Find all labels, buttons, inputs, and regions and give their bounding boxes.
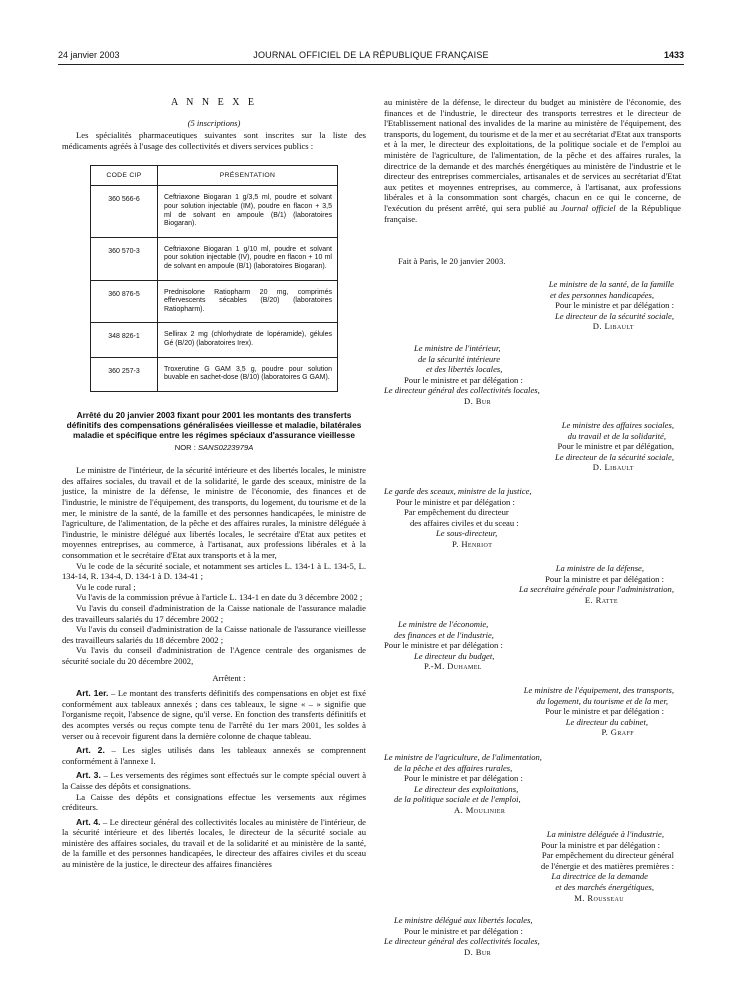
signature-line: Le directeur des exploitations,	[414, 783, 519, 794]
signature-line: La directrice de la demande	[551, 871, 648, 882]
visa-paragraph: Vu l'avis du conseil d'administration de l'Agence centrale des organismes de sécurité sociale du 20 décembre 2002,	[62, 645, 366, 666]
table-row	[91, 186, 338, 237]
signature-line: Le directeur du cabinet,	[565, 716, 648, 727]
continuation-text: au ministère de la défense, le directeur du budget au ministère de l'économie, des finances et de l'industrie, le directeur des transports terrestres et le directeur de l'Etablissement national des invalides de la marine au ministère de l'équipement, des transports, du logement, du tourisme et de la mer et au secrétariat d'Etat aux transports et à la mer, le directeur des exploitations, de la politique sociale et de l'emploi au ministère de l'agriculture, de l'alimentation, de la pêche et des affaires rurales, la directrice de la demande et des marchés énergétiques au ministère de l'industrie et le directeur des entreprises commerciales, artisanales et de services au secrétariat d'Etat aux petites et moyennes entreprises, au commerce, à l'artisanat, aux professions libérales et à la consommation sont chargés, chacun en ce qui le concerne, de l'exécution du présent arrêté, qui sera publié au	[384, 97, 681, 213]
arrete-title: Arrêté du 20 janvier 2003 fixant pour 2001 les montants des transferts définitifs des compensations généralisées vieillesse et maladie, bilatérales maladie et spécifique entre les régimes spéciaux d'assurance vieillesse	[66, 409, 362, 440]
visa-paragraph: Vu l'avis du conseil d'administration de la Caisse nationale de l'assurance maladie des travailleurs salariés du 17 décembre 2002 ;	[62, 603, 366, 624]
signature-line: La ministre de la défense,	[555, 563, 644, 573]
presentation-text: Sellirax 2 mg (chlorhydrate de lopéramide), gélules Gé (B/20) (laboratoires Irex).	[158, 323, 338, 357]
signature-line: de la politique sociale et de l'emploi,	[394, 794, 521, 805]
signature-block	[384, 343, 681, 407]
signature-line: et des personnes handicapées,	[549, 289, 654, 300]
column-header-code: CODE CIP	[91, 166, 158, 186]
signatory-name: P. Graff	[601, 727, 634, 738]
presentation-text: Prednisolone Ratiopharm 20 mg, comprimés effervescents sécables (B/20) (laboratoires Ratiopharm).	[158, 280, 338, 323]
signature-line: des finances et de l'industrie,	[394, 629, 494, 640]
article-label: Art. 1er.	[76, 688, 109, 699]
article-label: Art. 4.	[76, 816, 101, 827]
signature-block	[384, 685, 674, 738]
table-row	[91, 323, 338, 357]
signature-line: Le garde des sceaux, ministre de la justice,	[384, 486, 532, 496]
signature-line: Le ministre de l'économie,	[398, 619, 489, 629]
article-3	[62, 770, 366, 791]
signatory-name: A. Moulinier	[454, 804, 506, 815]
signature-block	[384, 486, 681, 550]
arretent-heading: Arrêtent :	[212, 672, 246, 683]
left-column	[62, 97, 366, 870]
signature-line: Pour le ministre et par délégation :	[404, 925, 523, 936]
article-1	[62, 688, 366, 741]
annexe-title: A N N E X E	[170, 97, 258, 108]
visa-paragraph: Vu l'avis de la commission prévue à l'article L. 134-1 en date du 3 décembre 2002 ;	[76, 592, 363, 603]
signatory-name: E. Ratte	[584, 594, 618, 605]
journal-officiel-ref: Journal officiel	[561, 202, 616, 213]
signature-line: Pour le ministre et par délégation :	[545, 706, 664, 717]
signature-line: de l'énergie et des matières premières :	[540, 860, 674, 871]
signatory-name: D. Bur	[464, 946, 491, 957]
page-header	[58, 50, 684, 64]
annexe-intro: Les spécialités pharmaceutiques suivantes sont inscrites sur la liste des médicaments agréés à l'usage des collectivités et divers services publics :	[62, 130, 366, 151]
header-rule	[58, 64, 684, 65]
cip-code: 360 570-3	[91, 237, 158, 280]
fait-a-paris: Fait à Paris, le 20 janvier 2003.	[398, 256, 506, 266]
table-row	[91, 280, 338, 323]
signature-line: Par empêchement du directeur général	[541, 850, 674, 861]
article-4-continuation	[384, 97, 681, 224]
signature-line: de la sécurité intérieure	[418, 353, 501, 364]
signature-line: Le sous-directeur,	[436, 528, 498, 539]
table-row	[91, 357, 338, 391]
signatory-name: M. Rousseau	[574, 892, 624, 903]
presentation-text: Ceftriaxone Biogaran 1 g/3,5 ml, poudre et solvant pour solution injectable (IM), poudre en flacon + 3,5 ml de solvant en ampoule (B/1) (laboratoires Biogaran).	[158, 186, 338, 237]
header-journal-title: JOURNAL OFFICIEL DE LA RÉPUBLIQUE FRANÇAISE	[253, 50, 489, 60]
signatory-name: D. Libault	[592, 462, 634, 473]
signature-line: Le ministre de la santé, de la famille	[548, 279, 674, 289]
signature-line: Le directeur de la sécurité sociale,	[554, 451, 674, 462]
signature-line: Pour la ministre et par délégation :	[545, 573, 664, 584]
signatory-name: D. Bur	[464, 395, 491, 406]
visa-paragraph: Vu le code rural ;	[76, 581, 136, 592]
article-text: – Les sigles utilisés dans les tableaux annexés se comprennent conformément à l'annexe I.	[62, 745, 366, 766]
article-text: La Caisse des dépôts et consignations effectue les versements aux régimes créditeurs.	[62, 791, 366, 813]
signature-line: Par empêchement du directeur	[404, 507, 509, 518]
article-2	[62, 745, 366, 766]
signature-line: du travail et de la solidarité,	[567, 430, 666, 441]
cip-code: 360 876-5	[91, 280, 158, 323]
signatory-name: D. Libault	[592, 321, 634, 332]
header-date: 24 janvier 2003	[58, 50, 120, 60]
signature-block	[384, 420, 674, 473]
signature-line: Pour le ministre et par délégation,	[557, 441, 674, 452]
signature-block	[384, 915, 681, 957]
signature-line: et des marchés énergétiques,	[555, 881, 654, 892]
article-text: – Les versements des régimes sont effectués sur le compte spécial ouvert à la Caisse des dépôts et consignations.	[62, 770, 367, 791]
header-page-number: 1433	[663, 50, 684, 60]
signature-line: des affaires civiles et du sceau :	[410, 517, 519, 528]
signature-block	[384, 829, 674, 903]
signature-line: La ministre déléguée à l'industrie,	[546, 829, 664, 839]
signature-line: Le ministre de l'équipement, des transports,	[523, 685, 674, 695]
signature-line: Pour le ministre et par délégation :	[384, 640, 503, 651]
signature-line: Le directeur général des collectivités locales,	[384, 936, 540, 947]
article-label: Art. 2.	[76, 745, 105, 756]
signatory-name: P. Henriot	[452, 538, 493, 549]
signature-line: Le ministre des affaires sociales,	[561, 420, 674, 430]
continuation-end: de la République française.	[384, 202, 681, 224]
table-header-row	[91, 166, 338, 186]
signature-block	[384, 619, 681, 672]
visa-paragraph: Vu le code de la sécurité sociale, et notamment ses articles L. 134-1 à L. 134-5, L. 134-14, R. 134-4, D. 134-1 à D. 134-41 ;	[62, 560, 366, 582]
nor-label: NOR :	[174, 442, 196, 452]
signature-line: Le ministre délégué aux libertés locales,	[394, 915, 533, 925]
signature-line: Le directeur de la sécurité sociale,	[554, 310, 674, 321]
signature-line: de la pêche et des affaires rurales,	[394, 762, 513, 773]
presentation-text: Ceftriaxone Biogaran 1 g/10 ml, poudre et solvant pour solution injectable (IV), poudre en flacon + 10 ml de solvant en ampoule (B/1) (laboratoires Biogaran).	[158, 237, 338, 280]
signature-line: Le ministre de l'agriculture, de l'alimentation,	[384, 752, 542, 762]
signature-line: Le directeur général des collectivités locales,	[384, 385, 540, 396]
article-3-paragraph	[62, 792, 366, 813]
cip-code: 360 566-6	[91, 186, 158, 237]
signatory-name: P.-M. Duhamel	[424, 661, 482, 672]
signature-block	[384, 279, 674, 332]
signature-line: Pour le ministre et par délégation :	[555, 300, 674, 311]
signature-line: du logement, du tourisme et de la mer,	[536, 695, 668, 706]
medicines-table	[90, 165, 338, 391]
article-4	[62, 817, 366, 870]
column-header-presentation: PRÉSENTATION	[158, 166, 338, 186]
signature-line: Le directeur du budget,	[414, 650, 495, 661]
table-row	[91, 237, 338, 280]
cip-code: 360 257-3	[91, 357, 158, 391]
article-text: – Le montant des transferts définitifs des compensations en objet est fixé conformément aux tableaux annexés ; dans ces tableaux, le signe « – » signifie que l'organisme reçoit, l'absence de signe, qu'il verse. En fonction des transferts définitifs et des acomptes versés ou reçus compte tenu de l'arrêté du 1er mars 2001, les soldes à verser ou à recevoir figurent dans la dernière colonne de chaque tableau.	[62, 688, 366, 741]
signature-line: La secrétaire générale pour l'administration,	[518, 584, 674, 595]
signature-line: Pour le ministre et par délégation :	[404, 374, 523, 385]
signature-line: Pour le ministre et par délégation :	[396, 496, 515, 507]
nor-code: SANS0223979A	[197, 442, 254, 452]
presentation-text: Troxerutine G GAM 3,5 g, poudre pour solution buvable en sachet-dose (B/10) (laboratoires G GAM).	[158, 357, 338, 391]
article-label: Art. 3.	[76, 770, 101, 781]
article-text: – Le directeur général des collectivités locales au ministère de l'intérieur, de la sécurité intérieure et des libertés locales, le directeur de la sécurité sociale au ministère des affaires sociales, du travail et de la solidarité et au ministère de la santé, de la famille et des personnes handicapées, le directeur des affaires civiles et du sceau au ministère de la justice, le directeur des affaires financières	[62, 816, 366, 870]
signature-line: Le ministre de l'intérieur,	[414, 343, 501, 353]
signature-block	[384, 752, 681, 816]
cip-code: 348 826-1	[91, 323, 158, 357]
annexe-subtitle: (5 inscriptions)	[187, 117, 241, 128]
right-column	[384, 97, 681, 967]
signature-line: Pour le ministre et par délégation :	[404, 773, 523, 784]
visa-paragraph: Vu l'avis du conseil d'administration de la Caisse nationale de l'assurance vieillesse des travailleurs salariés du 18 décembre 2002 ;	[62, 624, 366, 645]
signature-line: Pour la ministre et par délégation :	[541, 839, 660, 850]
signature-line: et des libertés locales,	[426, 364, 503, 375]
signature-block	[384, 563, 674, 605]
nor-reference	[62, 443, 366, 454]
preamble-paragraph: Le ministre de l'intérieur, de la sécurité intérieure et des libertés locales, le ministre des affaires sociales, du travail et de la solidarité, le garde des sceaux, ministre de la justice, la ministre de la défense, le ministre de l'économie, des finances et de l'industrie, le ministre de l'équipement, des transports, du logement, du tourisme et de la mer, le ministre de la santé, de la famille et des personnes handicapées, le ministre de l'agriculture, de l'alimentation, de la pêche et des affaires rurales, la ministre déléguée à l'industrie, le ministre délégué aux libertés locales, le secrétaire d'Etat aux petites et moyennes entreprises, au commerce, à l'artisanat, aux professions libérales et à la consommation et le secrétaire d'Etat aux transports et à la mer,	[62, 465, 366, 561]
